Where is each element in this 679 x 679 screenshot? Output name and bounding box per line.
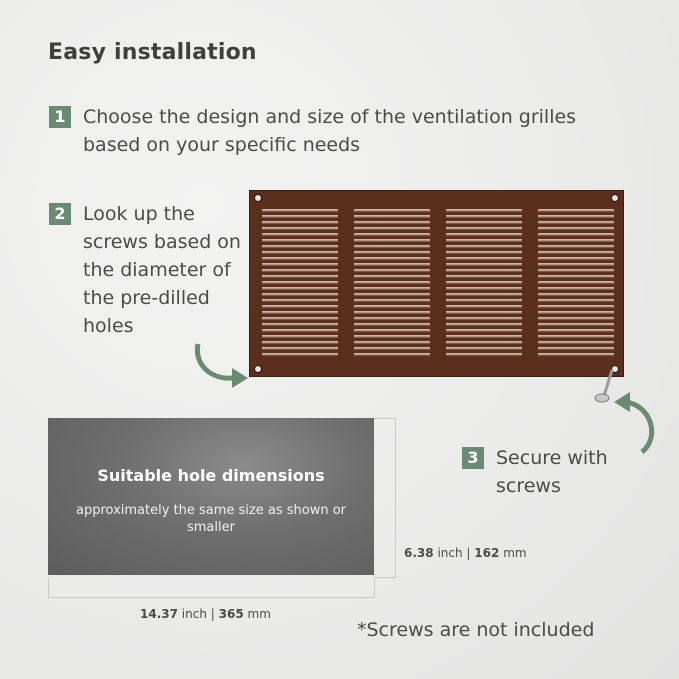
screws-note: *Screws are not included: [357, 619, 595, 641]
hole-dimensions-subtitle: approximately the same size as shown or smaller: [75, 503, 347, 535]
width-inch-value: 14.37: [140, 607, 178, 621]
screw-hole: [611, 194, 619, 202]
step-3-text: Secure with screws: [496, 447, 608, 497]
dimension-line: [374, 418, 396, 419]
louvre-column: [262, 209, 338, 359]
step-3-number: 3: [462, 447, 484, 469]
hole-dimensions-box: [48, 418, 374, 575]
width-dimension: [140, 607, 271, 621]
dimension-line: [48, 578, 49, 598]
dimension-line: [395, 418, 396, 578]
step-2-number: 2: [49, 203, 71, 225]
separator: |: [210, 607, 215, 621]
step-1: [49, 103, 609, 159]
louvre-column: [354, 209, 430, 359]
step-1-text: Choose the design and size of the ventilation grilles based on your specific needs: [83, 106, 577, 156]
step-2: [49, 200, 249, 340]
dimension-line: [374, 577, 396, 578]
separator: |: [466, 546, 471, 560]
arrow-icon: [612, 388, 664, 454]
page-title: Easy installation: [48, 40, 257, 65]
dimension-line: [374, 578, 375, 598]
step-2-text: Look up the screws based on the diameter of the pre-dilled holes: [83, 203, 241, 337]
screw-hole: [254, 365, 262, 373]
louvre-column: [538, 209, 614, 359]
screw-hole: [254, 194, 262, 202]
step-1-number: 1: [49, 106, 71, 128]
height-mm-value: 162: [474, 546, 500, 560]
louvre-column: [446, 209, 522, 359]
height-inch-value: 6.38: [404, 546, 434, 560]
height-inch-unit: inch: [437, 546, 463, 560]
arrow-icon: [190, 340, 250, 390]
width-mm-unit: mm: [247, 607, 271, 621]
width-inch-unit: inch: [181, 607, 207, 621]
hole-dimensions-title: Suitable hole dimensions: [97, 466, 325, 485]
height-mm-unit: mm: [503, 546, 527, 560]
width-mm-value: 365: [218, 607, 244, 621]
ventilation-grille-image: [249, 190, 624, 377]
height-dimension: [404, 546, 527, 560]
dimension-line: [48, 597, 375, 598]
